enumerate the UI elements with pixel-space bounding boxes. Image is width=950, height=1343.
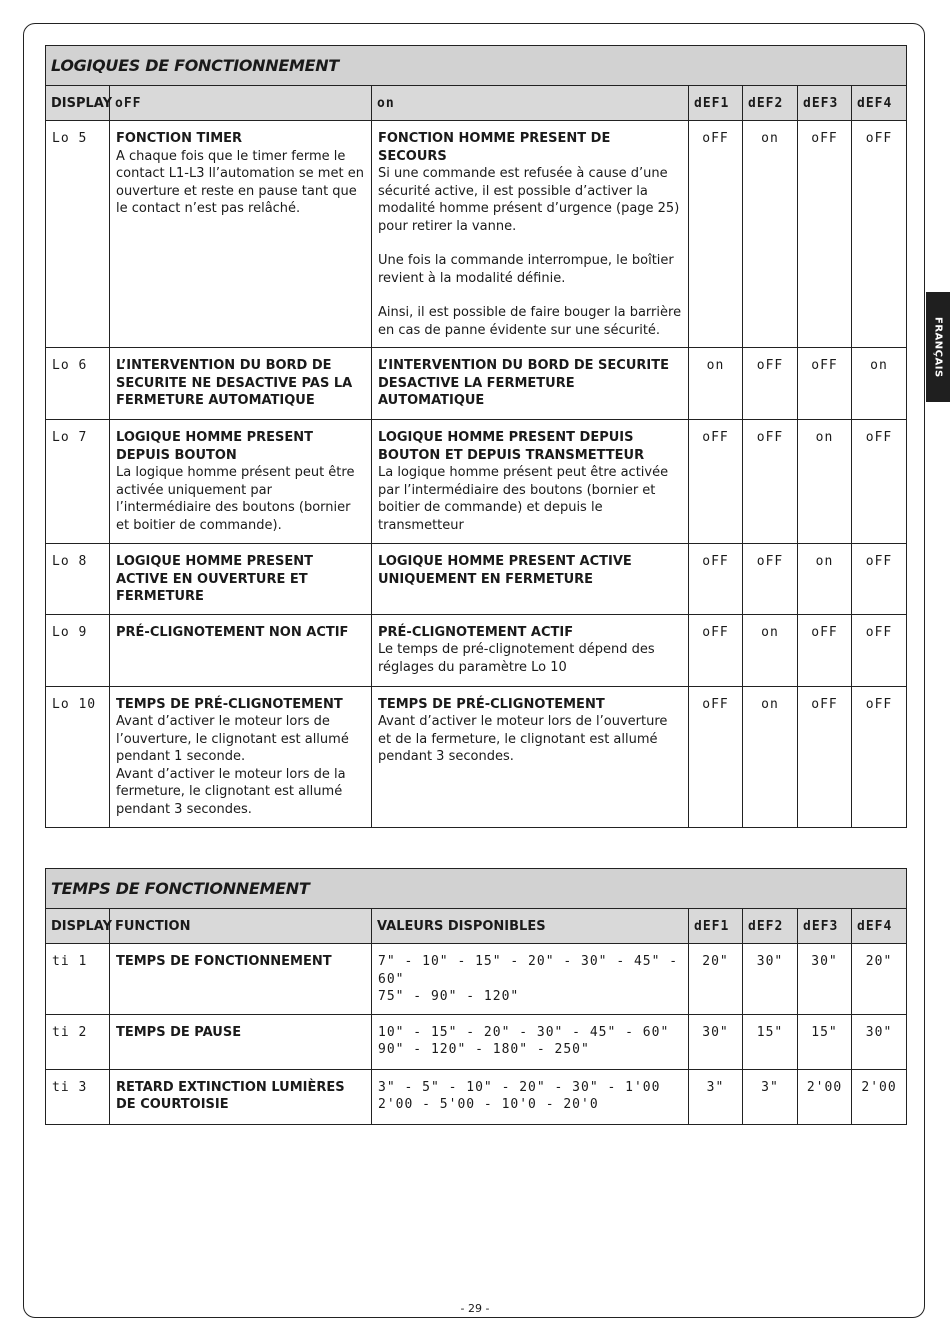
- table-row: [46, 1014, 907, 1069]
- on-text: Avant d’activer le moteur lors de l’ouverture et de la fermeture, le clignotant est allumé pendant 3 secondes.: [378, 714, 668, 764]
- row-code: Lo 9: [46, 614, 110, 686]
- def3-value: oFF: [798, 614, 852, 686]
- logic-table: [45, 45, 907, 828]
- off-title: TEMPS DE PRÉ-CLIGNOTEMENT: [116, 696, 343, 712]
- def1-value: 30": [689, 1014, 743, 1069]
- off-title: FONCTION TIMER: [116, 131, 243, 146]
- table-row: [46, 544, 907, 615]
- def1-value: oFF: [689, 686, 743, 827]
- table-row: [46, 121, 907, 348]
- off-title: LOGIQUE HOMME PRESENT DEPUIS BOUTON: [116, 430, 314, 463]
- on-title: LOGIQUE HOMME PRESENT ACTIVE UNIQUEMENT EN FERMETURE: [378, 554, 632, 587]
- def2-value: on: [743, 614, 798, 686]
- off-text: Avant d’activer le moteur lors de la fermeture, le clignotant est allumé pendant 3 secondes.: [116, 766, 346, 817]
- function-name: TEMPS DE FONCTIONNEMENT: [116, 954, 332, 969]
- def2-value: 15": [743, 1014, 798, 1069]
- off-text: A chaque fois que le timer ferme le contact L1-L3 ll’automation se met en ouverture et reste en pause tant que le contact n’est pas relâché.: [116, 148, 364, 216]
- off-cell: [110, 614, 372, 686]
- header-off: oFF: [110, 85, 372, 121]
- off-title: L’INTERVENTION DU BORD DE SECURITE NE DESACTIVE PAS LA FERMETURE AUTOMATIQUE: [116, 358, 353, 408]
- row-code: Lo 5: [46, 121, 110, 348]
- def4-value: oFF: [852, 544, 907, 615]
- header-values: VALEURS DISPONIBLES: [372, 908, 689, 944]
- row-code: Lo 6: [46, 348, 110, 420]
- on-cell: [372, 121, 689, 348]
- def1-value: oFF: [689, 544, 743, 615]
- def3-value: on: [798, 420, 852, 544]
- language-tab: [926, 292, 950, 402]
- header-def1: dEF1: [689, 85, 743, 121]
- def2-value: on: [743, 686, 798, 827]
- row-code: ti 1: [46, 944, 110, 1015]
- def2-value: oFF: [743, 420, 798, 544]
- def4-value: on: [852, 348, 907, 420]
- values-cell: [372, 1014, 689, 1069]
- timing-table-title: TEMPS DE FONCTIONNEMENT: [46, 869, 907, 909]
- values-line: 2'00 - 5'00 - 10'0 - 20'0: [378, 1097, 599, 1112]
- off-text: Avant d’activer le moteur lors de l’ouverture, le clignotant est allumé pendant 1 seconde.: [116, 714, 349, 764]
- header-def4: dEF4: [852, 85, 907, 121]
- on-cell: [372, 686, 689, 827]
- off-text: La logique homme présent peut être activée uniquement par l’intermédiaire des boutons (bornier et boitier de commande).: [116, 465, 355, 533]
- def2-value: on: [743, 121, 798, 348]
- row-code: Lo 10: [46, 686, 110, 827]
- values-cell: [372, 944, 689, 1015]
- off-title: PRÉ-CLIGNOTEMENT NON ACTIF: [116, 624, 349, 640]
- table-row: [46, 420, 907, 544]
- row-code: Lo 7: [46, 420, 110, 544]
- on-text: Une fois la commande interrompue, le boîtier revient à la modalité définie.: [378, 253, 674, 286]
- on-text: Si une commande est refusée à cause d’une sécurité active, il est possible d’activer la modalité homme présent d’urgence (page 25) pour retirer la vanne.: [378, 166, 680, 234]
- def2-value: oFF: [743, 348, 798, 420]
- off-title: LOGIQUE HOMME PRESENT ACTIVE EN OUVERTURE ET FERMETURE: [116, 554, 314, 604]
- on-text: La logique homme présent peut être activée par l’intermédiaire des boutons (bornier et boitier de commande) et depuis le transmetteur: [378, 465, 669, 533]
- header-display: DISPLAY: [46, 85, 110, 121]
- logic-table-title: LOGIQUES DE FONCTIONNEMENT: [46, 46, 907, 86]
- off-cell: [110, 348, 372, 420]
- header-def2: dEF2: [743, 908, 798, 944]
- def3-value: oFF: [798, 686, 852, 827]
- on-cell: [372, 544, 689, 615]
- def1-value: 20": [689, 944, 743, 1015]
- values-line: 10" - 15" - 20" - 30" - 45" - 60": [378, 1024, 670, 1040]
- def3-value: oFF: [798, 121, 852, 348]
- off-cell: [110, 121, 372, 348]
- function-cell: [110, 1014, 372, 1069]
- header-def2: dEF2: [743, 85, 798, 121]
- off-cell: [110, 420, 372, 544]
- function-name: RETARD EXTINCTION LUMIÈRES DE COURTOISIE: [116, 1079, 345, 1112]
- values-line: 90" - 120" - 180" - 250": [378, 1042, 590, 1057]
- def4-value: 20": [852, 944, 907, 1015]
- header-def1: dEF1: [689, 908, 743, 944]
- function-cell: [110, 1069, 372, 1124]
- on-title: LOGIQUE HOMME PRESENT DEPUIS BOUTON ET DEPUIS TRANSMETTEUR: [378, 430, 645, 463]
- table-row: [46, 614, 907, 686]
- on-text: Ainsi, il est possible de faire bouger la barrière en cas de panne évidente sur une sécurité.: [378, 305, 682, 338]
- def3-value: oFF: [798, 348, 852, 420]
- def1-value: oFF: [689, 614, 743, 686]
- table-row: [46, 686, 907, 827]
- on-cell: [372, 614, 689, 686]
- language-tab-label: FRANÇAIS: [932, 316, 944, 378]
- def4-value: oFF: [852, 420, 907, 544]
- table-row: [46, 1069, 907, 1124]
- def2-value: 3": [743, 1069, 798, 1124]
- values-line: 75" - 90" - 120": [378, 989, 520, 1004]
- values-line: 3" - 5" - 10" - 20" - 30" - 1'00: [378, 1079, 661, 1095]
- on-text: Le temps de pré-clignotement dépend des réglages du paramètre Lo 10: [378, 642, 655, 675]
- header-function: FUNCTION: [110, 908, 372, 944]
- row-code: ti 3: [46, 1069, 110, 1124]
- def1-value: oFF: [689, 420, 743, 544]
- on-cell: [372, 348, 689, 420]
- values-cell: [372, 1069, 689, 1124]
- on-title: FONCTION HOMME PRESENT DE SECOURS: [378, 131, 611, 164]
- on-title: L’INTERVENTION DU BORD DE SECURITE DESACTIVE LA FERMETURE AUTOMATIQUE: [378, 358, 669, 408]
- on-title: PRÉ-CLIGNOTEMENT ACTIF: [378, 624, 574, 640]
- def1-value: oFF: [689, 121, 743, 348]
- def4-value: 30": [852, 1014, 907, 1069]
- on-cell: [372, 420, 689, 544]
- table-row: [46, 944, 907, 1015]
- timing-table: [45, 868, 907, 1125]
- def4-value: oFF: [852, 121, 907, 348]
- def1-value: 3": [689, 1069, 743, 1124]
- def1-value: on: [689, 348, 743, 420]
- header-def3: dEF3: [798, 85, 852, 121]
- off-cell: [110, 686, 372, 827]
- def3-value: on: [798, 544, 852, 615]
- function-name: TEMPS DE PAUSE: [116, 1024, 242, 1040]
- row-code: ti 2: [46, 1014, 110, 1069]
- def4-value: oFF: [852, 686, 907, 827]
- off-cell: [110, 544, 372, 615]
- values-line: 7" - 10" - 15" - 20" - 30" - 45" - 60": [378, 954, 679, 987]
- def3-value: 2'00: [798, 1069, 852, 1124]
- def3-value: 30": [798, 944, 852, 1015]
- header-def4: dEF4: [852, 908, 907, 944]
- row-code: Lo 8: [46, 544, 110, 615]
- def4-value: oFF: [852, 614, 907, 686]
- def2-value: 30": [743, 944, 798, 1015]
- function-cell: [110, 944, 372, 1015]
- page-number: - 29 -: [460, 1302, 490, 1315]
- header-on: on: [372, 85, 689, 121]
- def4-value: 2'00: [852, 1069, 907, 1124]
- def2-value: oFF: [743, 544, 798, 615]
- def3-value: 15": [798, 1014, 852, 1069]
- header-display: DISPLAY: [46, 908, 110, 944]
- on-title: TEMPS DE PRÉ-CLIGNOTEMENT: [378, 696, 605, 712]
- header-def3: dEF3: [798, 908, 852, 944]
- table-row: [46, 348, 907, 420]
